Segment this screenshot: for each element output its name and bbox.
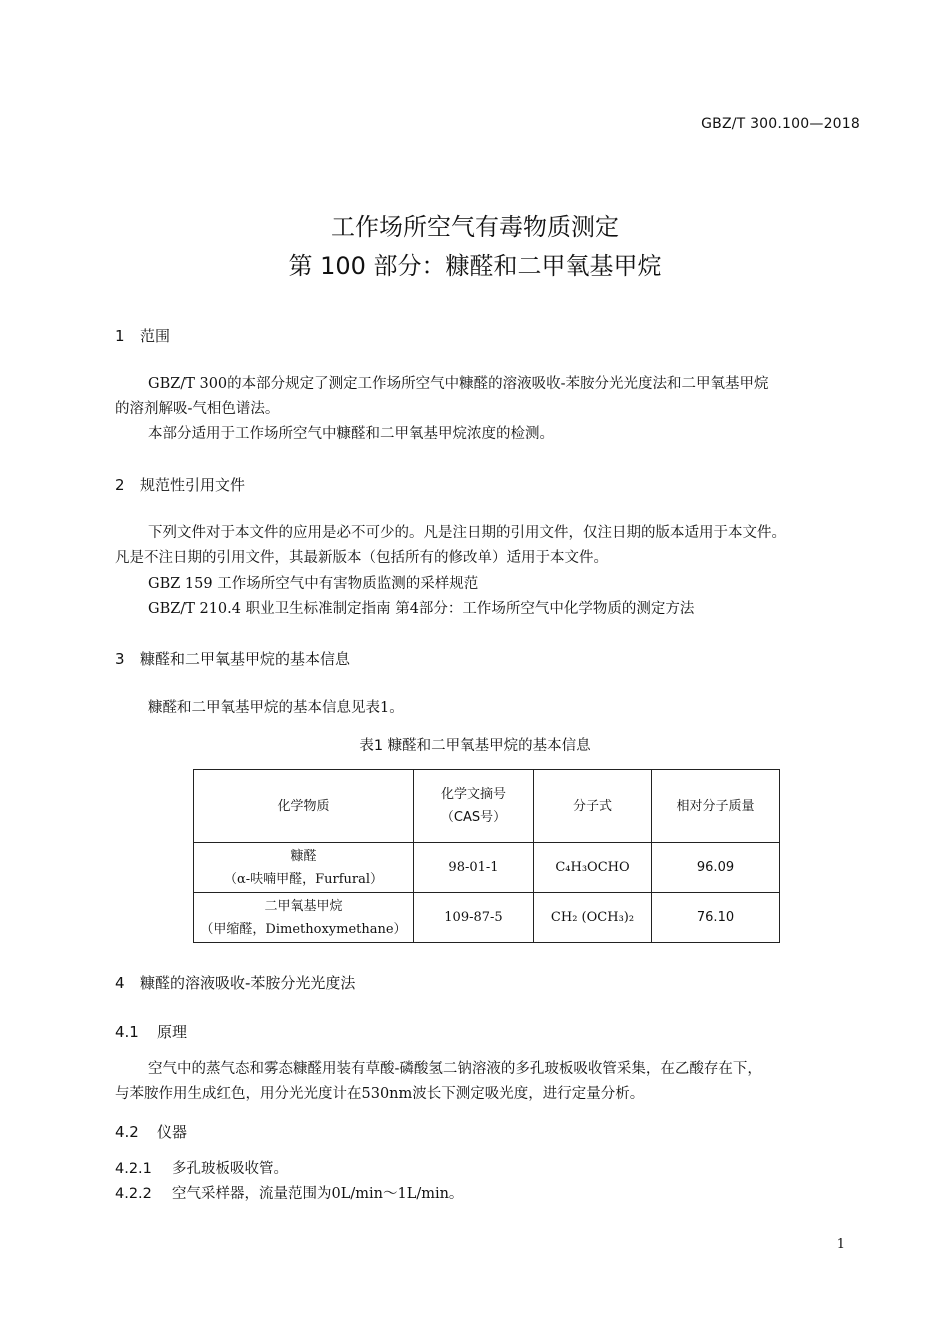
item-text: 空气采样器，流量范围为0L/min～1L/min。 (172, 1186, 464, 1202)
section-1-para-1-line-2: 的溶剂解吸-气相色谱法。 (115, 401, 280, 417)
item-text: 多孔玻板吸收管。 (172, 1161, 288, 1177)
cell-cas: 109-87-5 (414, 893, 534, 943)
section-title: 原理 (157, 1023, 188, 1041)
section-number: 4 (115, 974, 125, 992)
cell-cas: 98-01-1 (414, 843, 534, 893)
chemical-name: 二甲氧基甲烷 (264, 898, 343, 914)
section-number: 4.2 (115, 1123, 139, 1141)
chemical-alias: （α-呋喃甲醛，Furfural） (223, 871, 384, 887)
header-cas-line-1: 化学文摘号 (440, 787, 506, 802)
section-number: 3 (115, 650, 125, 668)
cell-formula: C₄H₃OCHO (534, 843, 652, 893)
section-4-2-heading (115, 1121, 187, 1142)
section-3-para-1: 糠醛和二甲氧基甲烷的基本信息见表1。 (148, 700, 404, 716)
header-chemical: 化学物质 (194, 770, 414, 843)
cell-molecular-weight: 76.10 (652, 893, 780, 943)
table-row (194, 843, 780, 893)
title-line-2: 第 100 部分：糠醛和二甲氧基甲烷 (288, 252, 662, 280)
table-header-row (194, 770, 780, 843)
section-2-para-1-line-1: 下列文件对于本文件的应用是必不可少的。凡是注日期的引用文件，仅注日期的版本适用于本文件。 (148, 525, 786, 541)
cell-chemical (194, 843, 414, 893)
reference-gbz-159: GBZ 159 工作场所空气中有害物质监测的采样规范 (148, 576, 479, 592)
page-number: 1 (836, 1237, 845, 1252)
document-code: GBZ/T 300.100—2018 (701, 116, 860, 132)
section-title: 规范性引用文件 (140, 476, 246, 494)
cell-molecular-weight: 96.09 (652, 843, 780, 893)
section-title: 糠醛的溶液吸收-苯胺分光光度法 (140, 974, 356, 992)
section-2-heading (115, 474, 245, 495)
section-title: 范围 (140, 327, 171, 345)
section-title: 仪器 (157, 1123, 188, 1141)
section-4-2-1 (115, 1157, 288, 1178)
section-number: 2 (115, 476, 125, 494)
reference-gbzt-210-4: GBZ/T 210.4 职业卫生标准制定指南 第4部分：工作场所空气中化学物质的测定方法 (148, 601, 695, 617)
section-title: 糠醛和二甲氧基甲烷的基本信息 (140, 650, 351, 668)
section-4-1-para-line-2: 与苯胺作用生成红色，用分光光度计在530nm波长下测定吸光度，进行定量分析。 (115, 1086, 645, 1102)
header-cas (414, 770, 534, 843)
item-number: 4.2.1 (115, 1161, 152, 1177)
section-4-1-para-line-1: 空气中的蒸气态和雾态糠醛用装有草酸-磷酸氢二钠溶液的多孔玻板吸收管采集，在乙酸存在下， (148, 1061, 762, 1077)
section-1-para-1-line-1: GBZ/T 300的本部分规定了测定工作场所空气中糠醛的溶液吸收-苯胺分光光度法和二甲氧基甲烷 (148, 376, 769, 392)
cell-formula: CH₂ (OCH₃)₂ (534, 893, 652, 943)
section-number: 4.1 (115, 1023, 139, 1041)
header-formula: 分子式 (534, 770, 652, 843)
basic-info-table (193, 769, 780, 943)
item-number: 4.2.2 (115, 1186, 152, 1202)
section-1-para-2: 本部分适用于工作场所空气中糠醛和二甲氧基甲烷浓度的检测。 (148, 426, 554, 442)
title-line-1: 工作场所空气有毒物质测定 (331, 213, 619, 241)
section-1-heading (115, 325, 170, 346)
section-3-heading (115, 648, 350, 669)
section-2-para-1-line-2: 凡是不注日期的引用文件，其最新版本（包括所有的修改单）适用于本文件。 (115, 550, 608, 566)
section-4-heading (115, 972, 355, 993)
section-4-2-2 (115, 1182, 463, 1203)
table-caption: 表1 糠醛和二甲氧基甲烷的基本信息 (359, 738, 591, 754)
cell-chemical (194, 893, 414, 943)
section-number: 1 (115, 327, 125, 345)
table-row (194, 893, 780, 943)
header-molecular-weight: 相对分子质量 (652, 770, 780, 843)
chemical-alias: （甲缩醛，Dimethoxymethane） (200, 921, 407, 937)
chemical-name: 糠醛 (290, 848, 317, 864)
section-4-1-heading (115, 1021, 187, 1042)
header-cas-line-2: （CAS号） (440, 810, 507, 825)
